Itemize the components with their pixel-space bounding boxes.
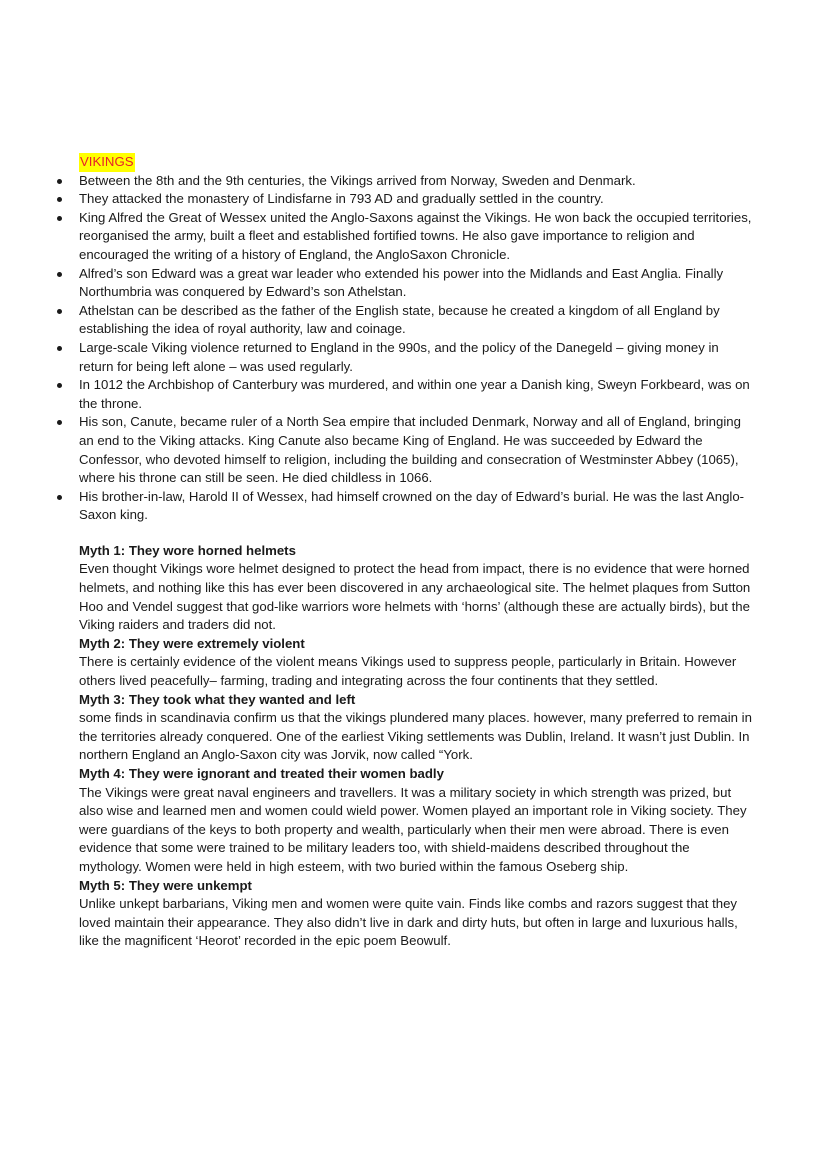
myth-heading: Myth 1: They wore horned helmets — [79, 542, 296, 558]
bullet-item: His son, Canute, became ruler of a North Sea empire that included Denmark, Norway and all of England, bringing an end to the Viking attacks. King Canute also became King of England. He was succeeded by Edward the Confessor, who devoted himself to religion, including the building and consecration of Westminster Abbey (1065), where his throne can still be seen. He died childless in 1066. — [56, 413, 756, 487]
myth-heading: Myth 3: They took what they wanted and left — [79, 691, 356, 707]
bullet-item: Large-scale Viking violence returned to England in the 990s, and the policy of the Danegeld – giving money in return for being left alone – was used regularly. — [56, 339, 756, 376]
myth-paragraph: The Vikings were great naval engineers and travellers. It was a military society in which strength was prized, but also wise and learned men and women could wield power. Women played an important role in Viking society. They were guardians of the keys to both property and wealth, particularly when their men were abroad. There is even evidence that some were trained to be military leaders too, with shield-maidens described throughout the mythology. Women were held in high esteem, with two buried within the famous Oseberg ship. — [79, 784, 747, 874]
myth-heading: Myth 4: They were ignorant and treated their women badly — [79, 766, 444, 781]
myth-paragraph: There is certainly evidence of the violent means Vikings used to suppress people, particularly in Britain. However others lived peacefully– farming, trading and integrating across the four continents that they settled. — [79, 654, 737, 689]
myth-paragraph: Unlike unkept barbarians, Viking men and women were quite vain. Finds like combs and razors suggest that they loved maintain their appearance. They also didn’t live in dark and dirty huts, but often in large and luxurious halls, like the magnificent ‘Heorot’ recorded in the epic poem Beowulf. — [79, 896, 738, 949]
bullet-item: Alfred’s son Edward was a great war leader who extended his power into the Midlands and East Anglia. Finally Northumbria was conquered by Edward’s son Athelstan. — [56, 265, 756, 302]
history-bullet-list — [56, 172, 756, 525]
myths-section — [56, 542, 756, 951]
bullet-item: Athelstan can be described as the father of the English state, because he created a kingdom of all England by establishing the idea of royal authority, law and coinage. — [56, 302, 756, 339]
myth-paragraph: some finds in scandinavia confirm us that the vikings plundered many places. however, many preferred to remain in the territories already conquered. One of the earliest Viking settlements was Dublin, Ireland. It wasn’t just Dublin. In northern England an Anglo-Saxon city was Jorvik, now called “York. — [79, 710, 752, 763]
myth-heading: Myth 2: They were extremely violent — [79, 635, 305, 651]
bullet-item: Between the 8th and the 9th centuries, the Vikings arrived from Norway, Sweden and Denmark. — [56, 172, 756, 191]
document-content — [56, 153, 756, 951]
bullet-item: In 1012 the Archbishop of Canterbury was murdered, and within one year a Danish king, Sweyn Forkbeard, was on the throne. — [56, 376, 756, 413]
bullet-item: King Alfred the Great of Wessex united the Anglo-Saxons against the Vikings. He won back the occupied territories, reorganised the army, built a fleet and established fortified towns. He also gave importance to religion and encouraged the writing of a history of England, the AngloSaxon Chronicle. — [56, 209, 756, 265]
bullet-item: They attacked the monastery of Lindisfarne in 793 AD and gradually settled in the country. — [56, 190, 756, 209]
section-title: VIKINGS — [79, 153, 135, 172]
myth-heading: Myth 5: They were unkempt — [79, 877, 252, 893]
myth-paragraph: Even thought Vikings wore helmet designed to protect the head from impact, there is no evidence that were horned helmets, and nothing like this has ever been discovered in any archaeological site. The helmet plaques from Sutton Hoo and Vendel suggest that god-like warriors wore helmets with ‘horns’ (although these are actually birds), but the Viking raiders and traders did not. — [79, 561, 751, 633]
bullet-item: His brother-in-law, Harold II of Wessex, had himself crowned on the day of Edward’s burial. He was the last Anglo-Saxon king. — [56, 488, 756, 525]
